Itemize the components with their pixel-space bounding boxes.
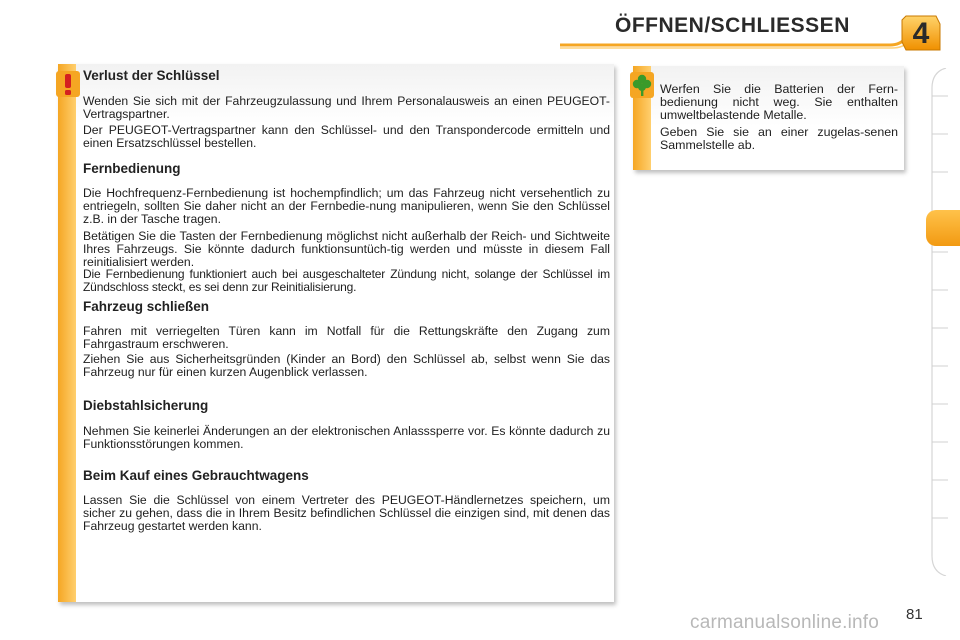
section-title-used-car: Beim Kauf eines Gebrauchtwagens — [83, 468, 309, 483]
section-title-key-loss: Verlust der Schlüssel — [83, 68, 220, 83]
section-title-remote: Fernbedienung — [83, 161, 181, 176]
section-title-immobilizer: Diebstahlsicherung — [83, 398, 209, 413]
paragraph: Der PEUGEOT-Vertragspartner kann den Schlüssel- und den Transpondercode ermitteln und einen Ersatzschlüssel bestellen. — [83, 123, 610, 151]
chapter-number: 4 — [912, 17, 930, 50]
warning-icon — [55, 70, 81, 98]
section-title-lock-vehicle: Fahrzeug schließen — [83, 299, 210, 314]
paragraph: Werfen Sie die Batterien der Fern-bedienung nicht weg. Sie enthalten umweltbelastende Metalle. — [660, 82, 898, 122]
chapter-tabs — [928, 68, 948, 576]
panel-accent-strip — [58, 64, 76, 602]
paragraph: Die Hochfrequenz-Fernbedienung ist hochempfindlich; um das Fahrzeug nicht versehentlich zu entriegeln, sollten Sie daher nicht an der Fernbedie-nung manipulieren, wenn Sie den Schlüssel z.B. in der Tasche tragen. — [83, 186, 610, 227]
paragraph: Nehmen Sie keinerlei Änderungen an der elektronischen Anlasssperre vor. Es könnte dadurch zu Funktionsstörungen kommen. — [83, 424, 610, 452]
clover-icon — [630, 72, 654, 98]
chapter-tab-active[interactable] — [926, 210, 960, 246]
paragraph: Die Fernbedienung funktioniert auch bei ausgeschalteter Zündung nicht, solange der Schlüssel im Zündschloss steckt, es sei denn zur Reinitialisierung. — [83, 267, 610, 295]
paragraph: Geben Sie sie an einer zugelas-senen Sammelstelle ab. — [660, 125, 898, 152]
watermark: carmanualsonline.info — [690, 612, 880, 633]
paragraph: Wenden Sie sich mit der Fahrzeugzulassung und Ihrem Personalausweis an einen PEUGEOT-Vertragspartner. — [83, 94, 610, 122]
page-number: 81 — [906, 606, 923, 623]
paragraph: Fahren mit verriegelten Türen kann im Notfall für die Rettungskräfte den Zugang zum Fahrgastraum erschweren. — [83, 324, 610, 352]
header-swoosh — [560, 36, 910, 50]
page-title: ÖFFNEN/SCHLIESSEN — [615, 14, 850, 37]
chapter-tab-outline — [928, 68, 948, 576]
paragraph: Betätigen Sie die Tasten der Fernbedienung möglichst nicht außerhalb der Reich- und Sichtweite Ihres Fahrzeugs. Sie könnte dadurch funktionsuntüch-tig werden und müsste in diesem Fall reinitialisiert werden. — [83, 229, 610, 270]
paragraph: Ziehen Sie aus Sicherheitsgründen (Kinder an Bord) den Schlüssel ab, selbst wenn Sie das Fahrzeug nur für einen kurzen Augenblick verlassen. — [83, 352, 610, 380]
paragraph: Lassen Sie die Schlüssel von einem Vertreter des PEUGEOT-Händlernetzes speichern, um sicher zu gehen, dass die in Ihrem Besitz befindlichen Schlüssel die einzigen sind, mit denen das Fahrzeug gestartet werden kann. — [83, 493, 610, 534]
